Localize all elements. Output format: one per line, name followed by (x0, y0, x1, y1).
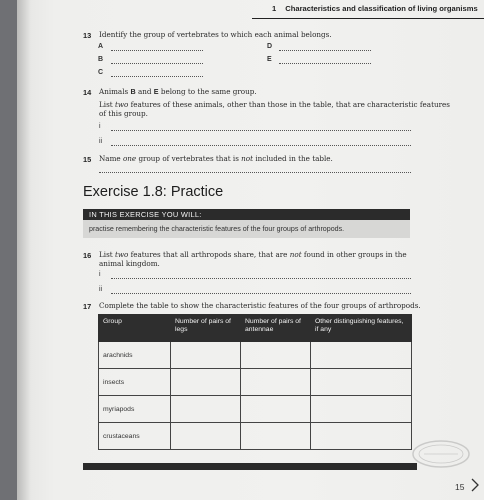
q14-text-part: belong to the same group. (158, 87, 257, 96)
question-16-number: 16 (83, 251, 92, 260)
q16-answer-line-ii[interactable] (111, 293, 411, 294)
watermark-stamp-icon (410, 438, 472, 470)
features-cell[interactable] (311, 369, 412, 396)
question-15-text (99, 154, 333, 163)
q14-animal-e: E (153, 87, 159, 96)
antennae-cell[interactable] (241, 396, 311, 423)
answer-label-d: D (267, 43, 273, 50)
header-antennae: Number of pairs of antennae (241, 315, 311, 342)
answer-line-c[interactable] (111, 76, 203, 77)
question-14-text (99, 87, 257, 96)
answer-label-e: E (267, 56, 272, 63)
question-13-number: 13 (83, 31, 92, 40)
q16-text-part: found in other groups in the (301, 250, 407, 259)
table-row (99, 423, 412, 450)
antennae-cell[interactable] (241, 369, 311, 396)
answer-line-d[interactable] (279, 50, 371, 51)
question-16-text-line2: animal kingdom. (99, 259, 160, 268)
q16-answer-line-i[interactable] (111, 278, 411, 279)
legs-cell[interactable] (171, 396, 241, 423)
legs-cell[interactable] (171, 369, 241, 396)
group-cell: myriapods (99, 396, 171, 423)
q16-emphasis-two: two (114, 250, 129, 259)
chapter-title: Characteristics and classification of living organisms (285, 4, 478, 13)
q14-text-part: Animals (99, 87, 131, 96)
question-14-instruction (99, 100, 450, 109)
legs-cell[interactable] (171, 342, 241, 369)
exercise-objective: practise remembering the characteristic features of the four groups of arthropods. (83, 220, 410, 238)
table-row (99, 369, 412, 396)
answer-label-c: C (98, 69, 104, 76)
answer-line-b[interactable] (111, 63, 203, 64)
running-header (252, 4, 484, 19)
q14-answer-line-i[interactable] (111, 130, 411, 131)
q15-text-part: included in the table. (253, 154, 333, 163)
q16-answer-label-i: i (99, 271, 101, 278)
group-cell: crustaceans (99, 423, 171, 450)
features-cell[interactable] (311, 342, 412, 369)
q16-emphasis-not: not (289, 250, 302, 259)
features-cell[interactable] (311, 396, 412, 423)
page-number: 15 (455, 482, 465, 492)
q15-emphasis-not: not (241, 154, 254, 163)
q15-text-part: group of vertebrates that is (136, 154, 242, 163)
answer-label-b: B (98, 56, 104, 63)
q15-answer-line[interactable] (99, 172, 411, 173)
header-legs: Number of pairs of legs (171, 315, 241, 342)
chapter-number: 1 (272, 4, 277, 13)
question-14-number: 14 (83, 88, 92, 97)
q16-text-part: List (99, 250, 115, 259)
question-17-text: Complete the table to show the characteristic features of the four groups of arthropods. (99, 301, 421, 310)
exercise-banner: IN THIS EXERCISE YOU WILL: (83, 209, 410, 220)
footer-bar (83, 463, 417, 470)
question-13-text: Identify the group of vertebrates to which each animal belongs. (99, 30, 332, 39)
table-row (99, 342, 412, 369)
answer-line-a[interactable] (111, 50, 203, 51)
features-cell[interactable] (311, 423, 412, 450)
q14-instruction-part: features of these animals, other than those in the table, that are characteristic features (128, 100, 450, 109)
workbook-page (17, 0, 484, 500)
header-other-features: Other distinguishing features, if any (311, 315, 412, 342)
q16-answer-label-ii: ii (99, 286, 103, 293)
answer-line-e[interactable] (279, 63, 371, 64)
q16-text-part: features that all arthropods share, that are (128, 250, 290, 259)
question-14-instruction-line2: of this group. (99, 109, 148, 118)
question-16-text (99, 250, 407, 259)
antennae-cell[interactable] (241, 342, 311, 369)
q14-animal-b: B (130, 87, 136, 96)
table-row (99, 396, 412, 423)
question-17-number: 17 (83, 302, 92, 311)
q14-text-part: and (135, 87, 154, 96)
antennae-cell[interactable] (241, 423, 311, 450)
legs-cell[interactable] (171, 423, 241, 450)
q14-answer-line-ii[interactable] (111, 145, 411, 146)
chevron-right-icon[interactable] (469, 478, 481, 492)
q15-emphasis-one: one (122, 154, 137, 163)
q14-instruction-part: List (99, 100, 115, 109)
exercise-title: Exercise 1.8: Practice (83, 184, 224, 200)
question-15-number: 15 (83, 155, 92, 164)
answer-label-ii: ii (99, 138, 103, 145)
group-cell: arachnids (99, 342, 171, 369)
q14-emphasis-two: two (114, 100, 129, 109)
arthropod-table (98, 314, 412, 450)
table-header-row (99, 315, 412, 342)
answer-label-a: A (98, 43, 104, 50)
header-group: Group (99, 315, 171, 342)
group-cell: insects (99, 369, 171, 396)
q15-text-part: Name (99, 154, 123, 163)
answer-label-i: i (99, 123, 101, 130)
